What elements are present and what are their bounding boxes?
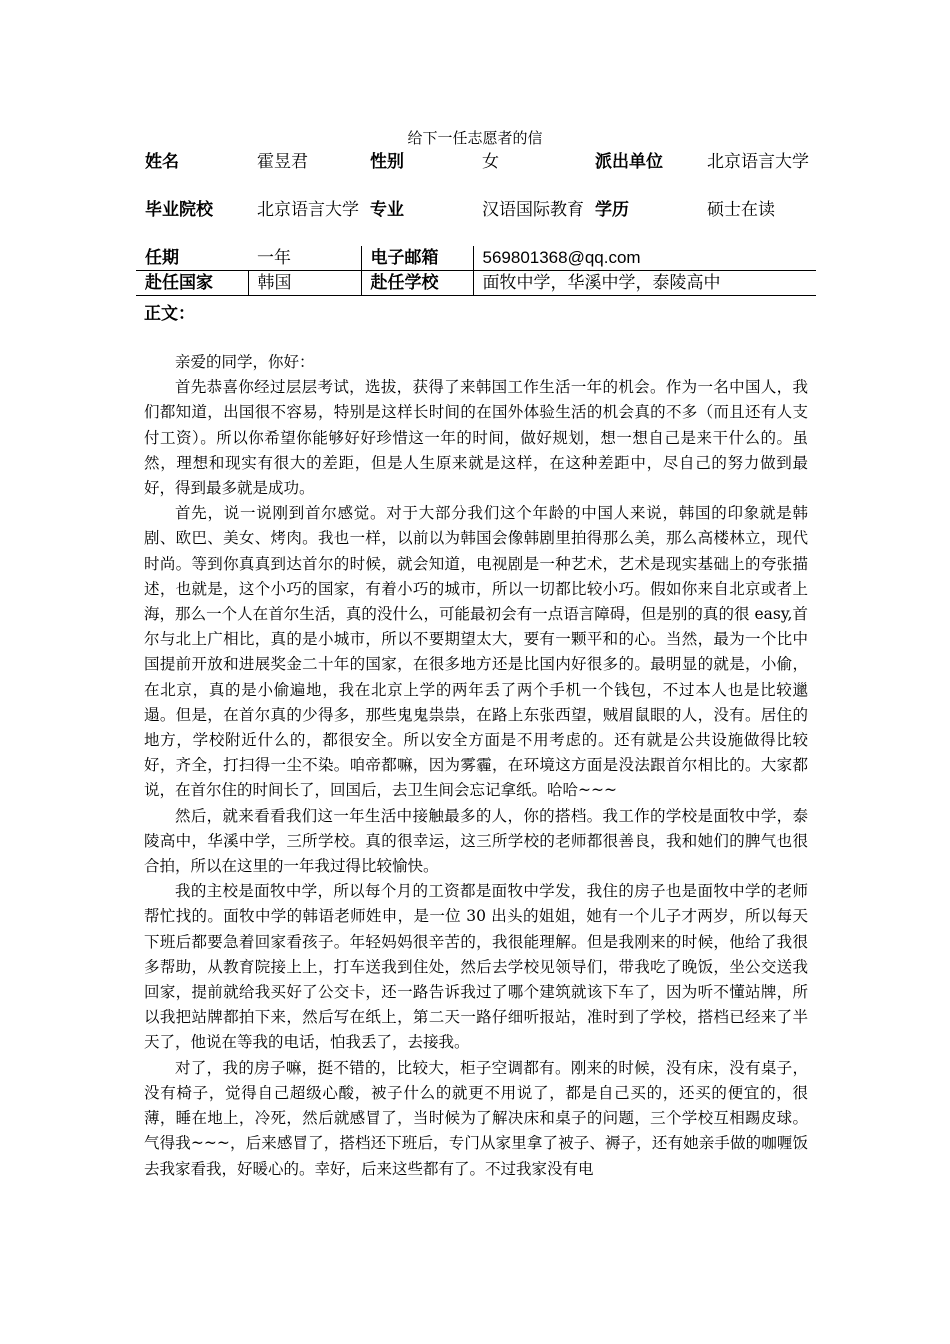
body-label: 正文： (144, 304, 195, 324)
document-title: 给下一任志愿者的信 (407, 129, 543, 147)
schools-value: 面牧中学，华溪中学，泰陵高中 (473, 271, 816, 296)
info-row (136, 198, 816, 246)
info-row (136, 150, 816, 198)
name-label: 姓名 (145, 152, 179, 172)
degree-value: 硕士在读 (707, 200, 775, 220)
unit-value: 北京语言大学 (707, 152, 809, 172)
volunteer-info-table (136, 150, 816, 296)
term-value: 一年 (248, 246, 361, 271)
letter-greeting: 亲爱的同学，你好： (175, 353, 315, 371)
school-value: 北京语言大学 (257, 200, 359, 220)
term-label: 任期 (136, 246, 248, 271)
letter-paragraph: 然后，就来看看我们这一年生活中接触最多的人，你的搭档。我工作的学校是面牧中学，泰陵高中，华溪中学，三所学校。真的很幸运，这三所学校的老师都很善良，我和她们的脾气也很合拍，所以在这里的一年我过得比较愉快。 (144, 806, 808, 876)
letter-paragraph: 首先，说一说刚到首尔感觉。对于大部分我们这个年龄的中国人来说，韩国的印象就是韩剧、欧巴、美女、烤肉。我也一样，以前以为韩国会像韩剧里拍得那么美，那么高楼林立，现代时尚。等到你真真到达首尔的时候，就会知道，电视剧是一种艺术，艺术是现实基础上的夸张描述，也就是，这个小巧的国家，有着小巧的城市，所以一切都比较小巧。假如你来自北京或者上海，那么一个人在首尔生活，真的没什么，可能最初会有一点语言障碍，但是别的真的很 easy,首尔与北上广相比，真的是小城市，所以不要期望太大，要有一颗平和的心。当然，最为一个比中国提前开放和进展奖金二十年的国家，在很多地方还是比国内好很多的。最明显的就是，小偷，在北京，真的是小偷遍地，我在北京上学的两年丢了两个手机一个钱包，不过本人也是比较邋遢。但是，在首尔真的少得多，那些鬼鬼祟祟，在路上东张西望，贼眉鼠眼的人，没有。居住的地方，学校附近什么的，都很安全。所以安全方面是不用考虑的。还有就是公共设施做得比较好，齐全，打扫得一尘不染。咱帝都嘛，因为雾霾，在环境这方面是没法跟首尔相比的。大家都说，在首尔住的时间长了，回国后，去卫生间会忘记拿纸。哈哈~~~ (144, 504, 808, 800)
letter-paragraph: 对了，我的房子嘛，挺不错的，比较大，柜子空调都有。刚来的时候，没有床，没有桌子，没有椅子，觉得自己超级心酸，被子什么的就更不用说了，都是自己买的，还买的便宜的，很薄，睡在地上，冷死，然后就感冒了，当时候为了解决床和桌子的问题，三个学校互相踢皮球。气得我~~~，后来感冒了，搭档还下班后，专门从家里拿了被子、褥子，还有她亲手做的咖喱饭去我家看我，好暖心的。幸好，后来这些都有了。不过我家没有电 (144, 1058, 808, 1178)
gender-label: 性别 (370, 152, 404, 172)
letter-paragraph: 我的主校是面牧中学，所以每个月的工资都是面牧中学发，我住的房子也是面牧中学的老师帮忙找的。面牧中学的韩语老师姓申，是一位 30 出头的姐姐，她有一个儿子才两岁，所以每天下班后都要急着回家看孩子。年轻妈妈很辛苦的，我很能理解。但是我刚来的时候，他给了我很多帮助，从教育院接上上，打车送我到住处，然后去学校见领导们，带我吃了晚饭，坐公交送我回家，提前就给我买好了公交卡，还一路告诉我过了哪个建筑就该下车了，因为听不懂站牌，所以我把站牌都拍下来，然后写在纸上，第二天一路仔细听报站，准时到了学校，搭档已经来了半天了，他说在等我的电话，怕我丢了，去接我。 (144, 882, 808, 1052)
school-label: 毕业院校 (145, 200, 213, 220)
schools-label: 赴任学校 (361, 271, 473, 296)
email-value: 569801368@qq.com (473, 246, 816, 271)
major-value: 汉语国际教育 (482, 200, 584, 220)
info-row (136, 271, 816, 296)
letter-paragraph: 首先恭喜你经过层层考试，选拔，获得了来韩国工作生活一年的机会。作为一名中国人，我们都知道，出国很不容易，特别是这样长时间的在国外体验生活的机会真的不多（而且还有人支付工资）。所以你希望你能够好好珍惜这一年的时间，做好规划，想一想自己是来干什么的。虽然，理想和现实有很大的差距，但是人生原来就是这样，在这种差距中，尽自己的努力做到最好，得到最多就是成功。 (144, 378, 808, 498)
country-value: 韩国 (248, 271, 361, 296)
info-row (136, 246, 816, 271)
letter-body (144, 350, 808, 1182)
country-label: 赴任国家 (136, 271, 248, 296)
gender-value: 女 (482, 152, 499, 172)
unit-label: 派出单位 (595, 152, 663, 172)
name-value: 霍昱君 (257, 152, 308, 172)
major-label: 专业 (370, 200, 404, 220)
degree-label: 学历 (595, 200, 629, 220)
email-label: 电子邮箱 (361, 246, 473, 271)
